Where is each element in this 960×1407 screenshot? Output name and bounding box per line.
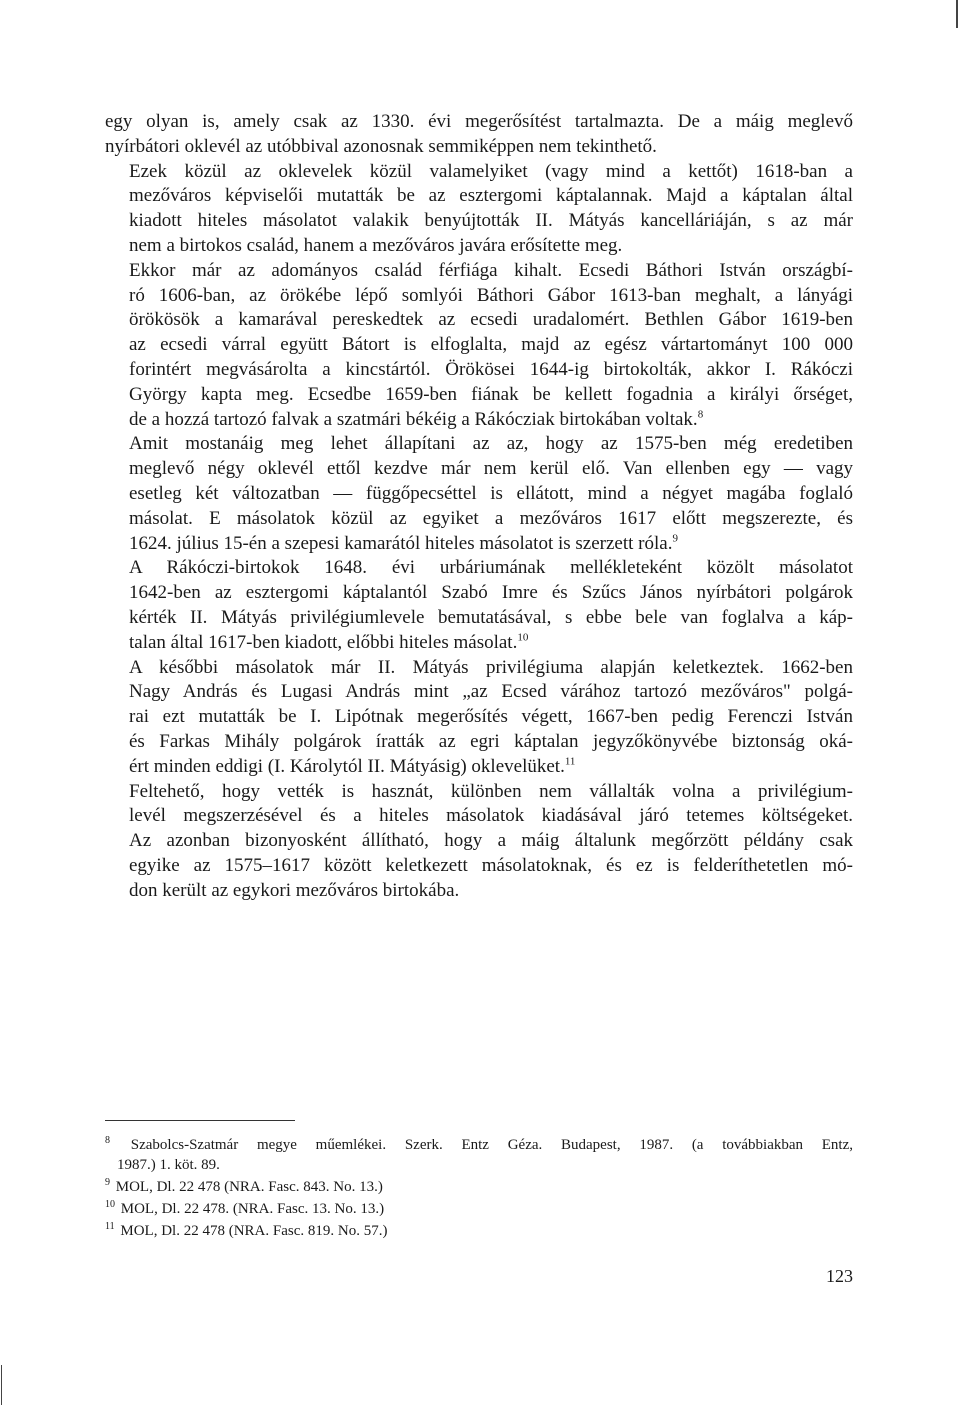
footnote-text: Szabolcs-Szatmár megye műemlékei. Szerk. Entz Géza. Budapest, 1987. (a továbbiakban Entz, <box>130 1137 854 1153</box>
text-line: nyírbátori oklevél az utóbbival azonosnak semmiképpen nem tekinthető. <box>105 135 657 157</box>
footnote-8 <box>105 1135 853 1175</box>
text-line <box>105 755 853 780</box>
text-line-content: talan által 1617-ben kiadott, előbbi hiteles másolat. <box>129 631 518 653</box>
footnote-ref-10[interactable]: 10 <box>517 631 529 644</box>
text-line <box>105 408 853 433</box>
footnote-number: 10 <box>105 1199 115 1210</box>
text-line: György kapta meg. Ecsedbe 1659-ben fiának be kellett fogadnia a királyi őrséget, <box>129 383 853 405</box>
text-line: egyike az 1575–1617 között keletkezett másolatoknak, és ez is felderíthetetlen mó- <box>129 854 853 876</box>
footnote-number: 9 <box>105 1177 110 1188</box>
text-line-content: ért minden eddigi (I. Károlytól II. Mátyásig) oklevelüket. <box>129 755 565 777</box>
body-text <box>105 110 853 904</box>
footnote-ref-8[interactable]: 8 <box>697 408 704 421</box>
text-line-content: de a hozzá tartozó falvak a szatmári békéig a Rákócziak birtokában voltak. <box>129 408 698 430</box>
footnote-line <box>105 1135 853 1155</box>
text-line: 1642-ben az esztergomi káptalantól Szabó Imre és Szűcs János nyírbátori polgárok <box>129 582 853 604</box>
text-line: örökösök a kamarával pereskedtek az ecsedi uradalomért. Bethlen Gábor 1619-ben <box>129 309 853 331</box>
text-line: az ecsedi várral együtt Bátort is elfoglalta, majd az egész vártartományt 100 000 <box>129 334 853 356</box>
text-line: ró 1606-ban, az örökébe lépő somlyói Báthori Gábor 1613-ban meghalt, a lányági <box>129 284 853 306</box>
text-line: meglevő négy oklevél ettől kezdve már nem kerül elő. Van ellenben egy — vagy <box>129 458 853 480</box>
text-line: kiadott hiteles másolatot valakik benyújtották II. Mátyás kancelláriáján, s az már <box>129 210 853 232</box>
text-line: és Farkas Mihály polgárok íratták az egri káptalan jegyzőkönyvébe biztonság oká- <box>129 730 853 752</box>
paragraph-3 <box>105 259 853 433</box>
text-line: Nagy András és Lugasi András mint „az Ecsed várához tartozó mezőváros" polgá- <box>129 681 853 703</box>
footnote-11 <box>105 1221 853 1241</box>
text-line: egy olyan is, amely csak az 1330. évi megerősítést tartalmazta. De a máig meglevő <box>105 111 853 132</box>
footnote-text: MOL, Dl. 22 478 (NRA. Fasc. 843. No. 13.) <box>115 1179 383 1195</box>
text-line: mezőváros képviselői mutatták be az esztergomi káptalannak. Majd a káptalan által <box>129 185 853 207</box>
footnote-text: MOL, Dl. 22 478 (NRA. Fasc. 819. No. 57.) <box>120 1223 388 1239</box>
text-line: levél megszerzésével és a hiteles másolatok kiadásával járó tetemes költségeket. <box>129 805 853 827</box>
text-line: rai ezt mutatták be I. Lipótnak megerősítés végett, 1667-ben pedig Ferenczi István <box>129 706 853 728</box>
text-line: don került az egykori mezőváros birtokába. <box>129 879 460 901</box>
text-line: forintért megvásárolta a kincstártól. Örökösei 1644-ig birtokolták, akkor I. Rákóczi <box>129 358 853 380</box>
footnote-text: MOL, Dl. 22 478. (NRA. Fasc. 13. No. 13.) <box>120 1201 385 1217</box>
text-line <box>105 631 853 656</box>
text-line: Feltehető, hogy vették is hasznát, különben nem vállalták volna a privilégium- <box>129 780 853 802</box>
text-line: Ezek közül az oklevelek közül valamelyiket (vagy mind a kettőt) 1618-ban a <box>129 160 853 182</box>
text-line: kérték II. Mátyás privilégiumlevele bemutatásával, s ebbe bele van foglalva a káp- <box>129 606 853 628</box>
text-line: nem a birtokos család, hanem a mezőváros javára erősítette meg. <box>129 234 623 256</box>
paragraph-1 <box>105 110 853 160</box>
footnote-ref-11[interactable]: 11 <box>564 755 576 768</box>
footnote-number: 11 <box>105 1221 115 1232</box>
paragraph-4 <box>105 432 853 556</box>
footnote-9 <box>105 1177 853 1197</box>
footnote-ref-9[interactable]: 9 <box>672 532 678 545</box>
footnote-10 <box>105 1199 853 1219</box>
text-line: Az azonban bizonyosként állítható, hogy a máig általunk megőrzött példány csak <box>129 830 853 852</box>
text-line-content: 1624. július 15-én a szepesi kamarától hiteles másolatot is szerzett róla. <box>129 532 673 554</box>
text-line <box>105 532 853 557</box>
paragraph-2 <box>105 160 853 259</box>
text-line: Ekkor már az adományos család férfiága kihalt. Ecsedi Báthori István országbí- <box>129 259 853 281</box>
footnote-line: 1987.) 1. köt. 89. <box>117 1157 220 1173</box>
footnote-divider <box>105 1120 295 1121</box>
text-line: A későbbi másolatok már II. Mátyás privilégiuma alapján keletkeztek. 1662-ben <box>129 656 853 678</box>
paragraph-7 <box>105 780 853 904</box>
footnotes <box>105 1135 853 1243</box>
text-line: Amit mostanáig meg lehet állapítani az az, hogy az 1575-ben még eredetiben <box>129 433 853 455</box>
text-line: másolat. E másolatok közül az egyiket a mezőváros 1617 előtt megszerezte, és <box>129 507 853 529</box>
text-line: A Rákóczi-birtokok 1648. évi urbáriumának mellékleteként közölt másolatot <box>129 557 853 579</box>
footnote-number: 8 <box>105 1135 110 1146</box>
page-number: 123 <box>826 1266 853 1286</box>
scan-edge-mark <box>1 1365 2 1405</box>
text-line: esetleg két változatban — függőpecséttel is ellátott, mind a négyet magába foglaló <box>129 482 853 504</box>
paragraph-6 <box>105 656 853 780</box>
paragraph-5 <box>105 556 853 655</box>
scan-edge-mark <box>956 0 958 28</box>
